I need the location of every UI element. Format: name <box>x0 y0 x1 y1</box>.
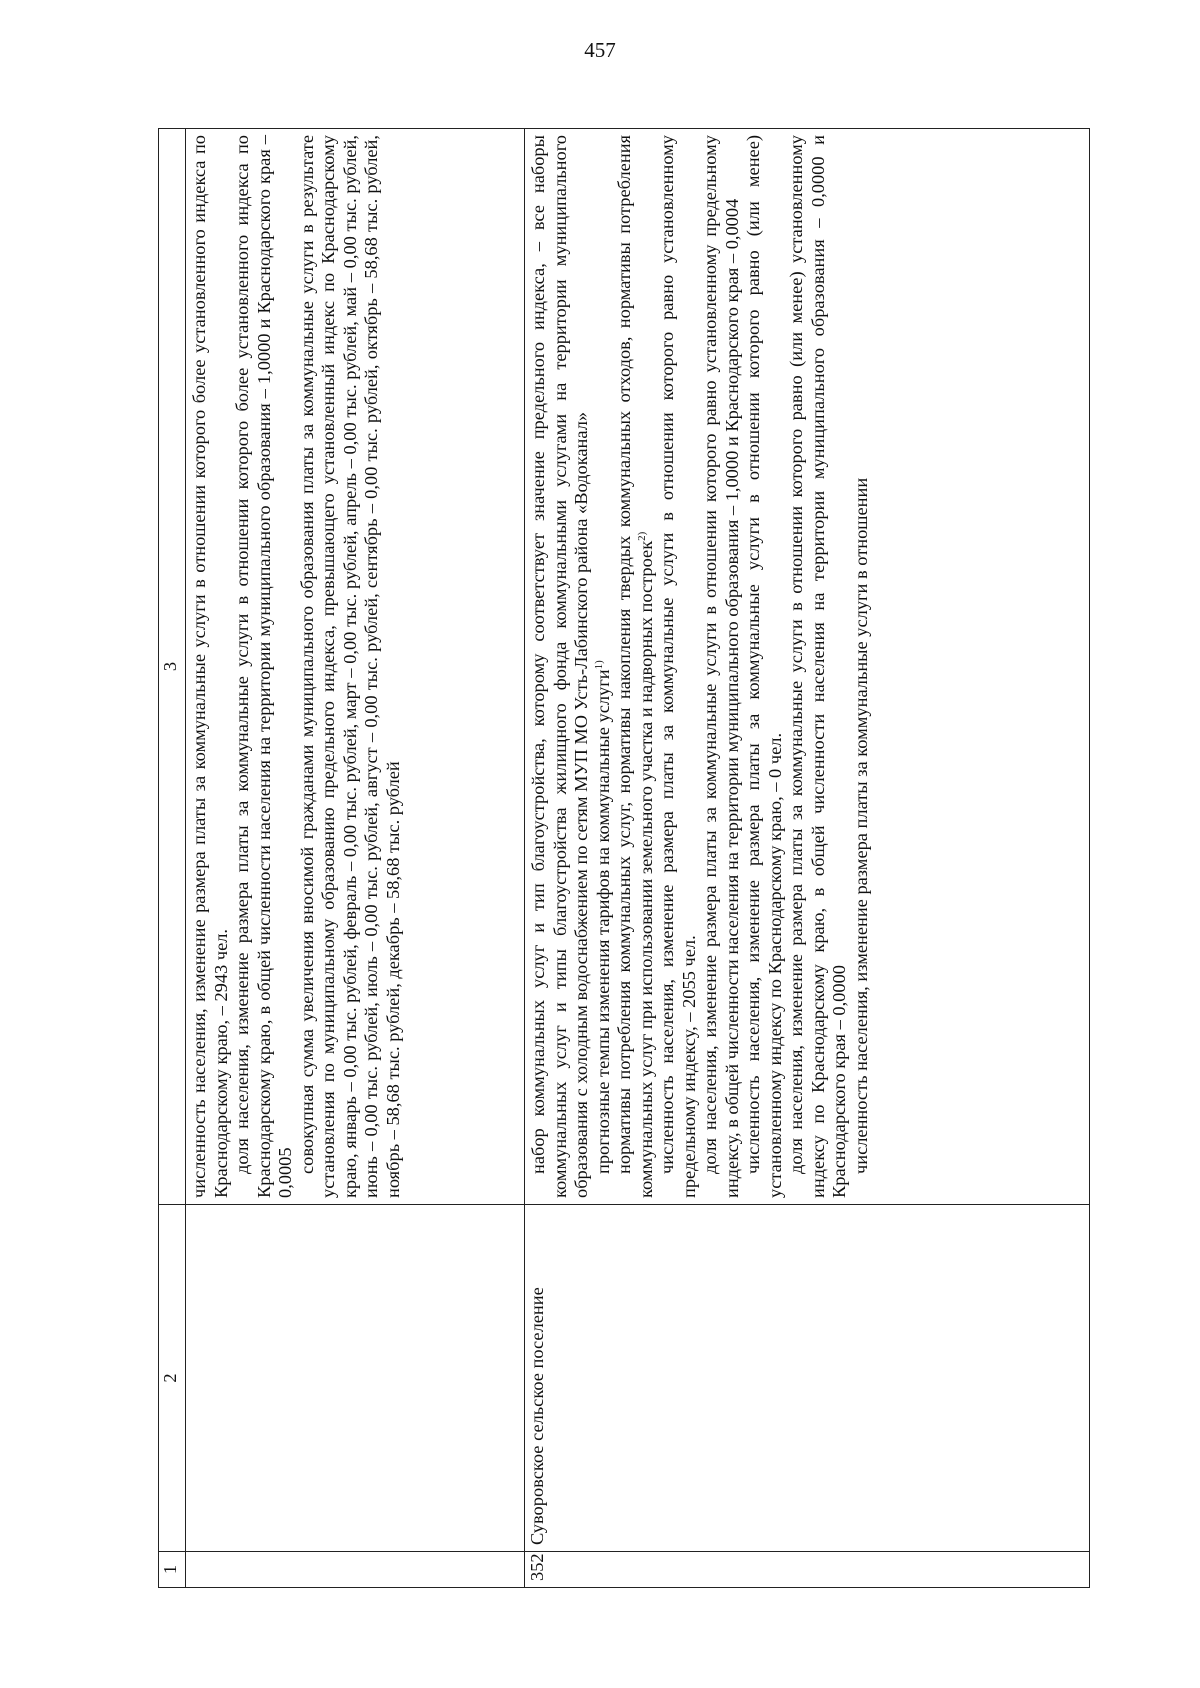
data-table <box>158 128 1090 1588</box>
paragraph: совокупная сумма увеличения вносимой гражданами муниципального образования платы за коммунальные услуги в результате установления по муниципальному образованию предельного индекса, превышающего установленный индекс по Краснодарскому краю, январь – 0,00 тыс. рублей, февраль – 0,00 тыс. рублей, март – 0,00 тыс. рублей, апрель – 0,00 тыс. рублей, май – 0,00 тыс. рублей, июнь – 0,00 тыс. рублей, июль – 0,00 тыс. рублей, август – 0,00 тыс. рублей, сентябрь – 0,00 тыс. рублей, октябрь – 58,68 тыс. рублей, ноябрь – 58,68 тыс. рублей, декабрь – 58,68 тыс. рублей <box>296 135 403 1198</box>
header-col-2: 2 <box>159 1205 186 1552</box>
table-header-row <box>159 129 186 1588</box>
row-name-cell <box>186 1205 525 1552</box>
footnote-mark: 2) <box>635 531 648 541</box>
paragraph <box>614 135 657 1198</box>
table-row-continuation <box>186 129 525 1588</box>
paragraph: набор коммунальных услуг и тип благоустройства, которому соответствует значение предельного индекса, – все наборы коммунальных услуг и типы благоустройства жилищного фонда коммунальными услугами на территории муниципального образования с холодным водоснабжением по сетям МУП МО Усть-Лабинского района «Водоканал» <box>528 135 592 1198</box>
table-row <box>525 129 1090 1588</box>
paragraph: доля населения, изменение размера платы за коммунальные услуги в отношении которого равно (или менее) установленному индексу по Краснодарскому краю, в общей численности населения на территории муниципального образования – 0,0000 и Краснодарского края – 0,0000 <box>786 135 850 1198</box>
paragraph: численность населения, изменение размера платы за коммунальные услуги в отношении которого равно (или менее) установленному индексу по Краснодарскому краю, – 0 чел. <box>743 135 785 1198</box>
row-name-cell: Суворовское сельское поселение <box>525 1205 1090 1552</box>
header-col-3: 3 <box>159 129 186 1205</box>
paragraph: доля населения, изменение размера платы за коммунальные услуги в отношении которого равно установленному предельному индексу, в общей численности населения на территории муниципального образования – 1,0000 и Краснодарского края – 0,0004 <box>700 135 742 1198</box>
row-number-cell: 352 <box>525 1552 1090 1588</box>
row-description-cell <box>525 129 1090 1205</box>
row-number-cell <box>186 1552 525 1588</box>
paragraph-text: нормативы потребления коммунальных услуг, нормативы накопления твердых коммунальных отходов, нормативы потребления коммунальных услуг при использовании земельного участка и надворных построек <box>614 135 656 1198</box>
rotated-table-container <box>158 128 1098 1588</box>
paragraph: численность населения, изменение размера платы за коммунальные услуги в отношении <box>850 477 871 1174</box>
paragraph <box>593 135 615 1198</box>
paragraph: численность населения, изменение размера платы за коммунальные услуги в отношении которого более установленного индекса по Краснодарскому краю, – 2943 чел. <box>189 135 231 1198</box>
footnote-mark: 1) <box>592 660 605 670</box>
page-number: 457 <box>584 38 616 62</box>
row-description-cell <box>186 129 525 1205</box>
paragraph: численность населения, изменение размера платы за коммунальные услуги в отношении которого равно установленному предельному индексу, – 2055 чел. <box>657 135 699 1198</box>
paragraph-text: прогнозные темпы изменения тарифов на коммунальные услуги <box>592 669 613 1174</box>
paragraph: доля населения, изменение размера платы за коммунальные услуги в отношении которого более установленного индекса по Краснодарскому краю, в общей численности населения на территории муниципального образования – 1,0000 и Краснодарского края – 0,0005 <box>232 135 296 1198</box>
header-col-1: 1 <box>159 1552 186 1588</box>
